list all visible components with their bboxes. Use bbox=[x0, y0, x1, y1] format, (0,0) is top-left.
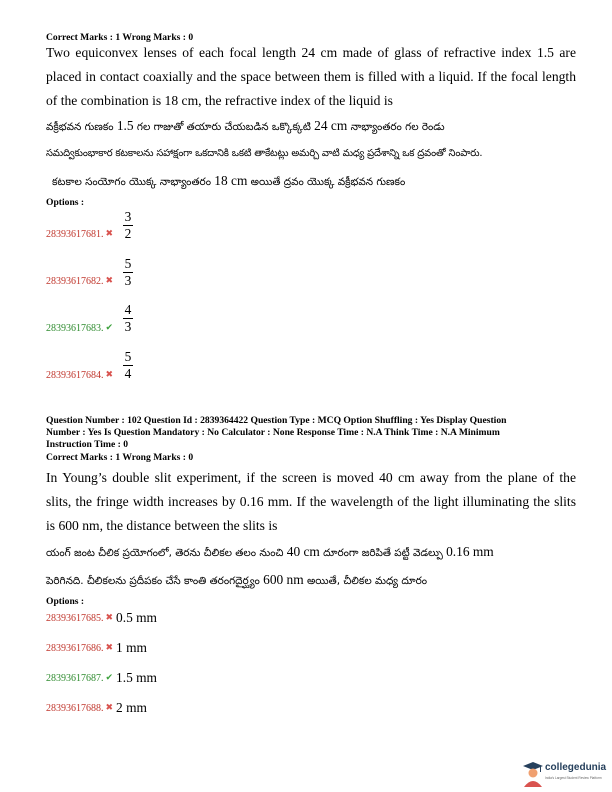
denominator: 2 bbox=[124, 226, 132, 241]
option-id: 28393617687. bbox=[46, 672, 104, 684]
q2-marks: Correct Marks : 1 Wrong Marks : 0 bbox=[46, 452, 194, 463]
q2-header bbox=[46, 415, 576, 451]
denominator: 4 bbox=[124, 366, 132, 381]
q2-te-line-2 bbox=[46, 572, 427, 590]
check-icon: ✔ bbox=[105, 673, 114, 683]
cross-icon: ✖ bbox=[105, 276, 114, 286]
q1-te-line-1 bbox=[46, 118, 445, 136]
te-text: వక్రీభవన గుణకం bbox=[46, 121, 117, 133]
te-number: 600 nm bbox=[263, 572, 304, 587]
q2-options-label: Options : bbox=[46, 596, 85, 607]
option-row bbox=[46, 320, 116, 336]
collegedunia-logo bbox=[520, 760, 612, 788]
check-icon: ✔ bbox=[105, 323, 114, 333]
te-number: 1.5 bbox=[116, 118, 134, 133]
q2-header-line: Instruction Time : 0 bbox=[46, 439, 128, 450]
cross-icon: ✖ bbox=[105, 703, 114, 713]
option-fraction bbox=[121, 349, 135, 381]
numerator: 5 bbox=[124, 349, 132, 364]
option-row bbox=[46, 367, 116, 383]
te-text: నాభ్యాంతరం గల రెండు bbox=[347, 121, 445, 133]
q2-header-line: Question Number : 102 Question Id : 2839364422 Question Type : MCQ Option Shuffling : Yes Display Question bbox=[46, 415, 507, 426]
denominator: 3 bbox=[124, 273, 132, 288]
option-row bbox=[46, 700, 147, 716]
option-value: 1.5 mm bbox=[116, 670, 157, 685]
option-id: 28393617685. bbox=[46, 612, 104, 624]
te-text: అయితే, చీలికల మధ్య దూరం bbox=[303, 575, 428, 587]
q1-question-english bbox=[46, 41, 576, 113]
numerator: 3 bbox=[124, 209, 132, 224]
te-text: అయితే ద్రవం యొక్క వక్రీభవన గుణకం bbox=[247, 176, 406, 188]
option-row bbox=[46, 640, 147, 656]
numerator: 4 bbox=[124, 302, 132, 317]
denominator: 3 bbox=[124, 319, 132, 334]
te-text: గల గాజుతో తయారు చేయబడిన ఒక్కొక్కటి bbox=[133, 121, 315, 133]
te-number: 40 cm bbox=[286, 544, 320, 559]
option-fraction bbox=[121, 302, 135, 334]
te-text: పెరిగినది. చీలికలను ప్రదీపకం చేసే కాంతి తరంగదైర్ఘ్యం bbox=[46, 575, 264, 587]
option-id: 28393617682. bbox=[46, 275, 104, 287]
cross-icon: ✖ bbox=[105, 613, 114, 623]
option-id: 28393617686. bbox=[46, 642, 104, 654]
q1-te-line-2 bbox=[46, 147, 482, 161]
option-value: 2 mm bbox=[116, 700, 147, 715]
q1-marks: Correct Marks : 1 Wrong Marks : 0 bbox=[46, 32, 194, 43]
option-value: 0.5 mm bbox=[116, 610, 157, 625]
te-number: 0.16 mm bbox=[446, 544, 494, 559]
q1-en-line: of the combination is 18 cm, the refractive index of the liquid is bbox=[46, 93, 393, 108]
q2-en-line: slits, the fringe width increases by 0.16 mm. If the wavelength of the light illuminating the slits bbox=[46, 494, 576, 509]
q1-te-line-3 bbox=[52, 173, 405, 191]
option-row bbox=[46, 273, 116, 289]
cross-icon: ✖ bbox=[105, 643, 114, 653]
option-id: 28393617681. bbox=[46, 228, 104, 240]
option-id: 28393617688. bbox=[46, 702, 104, 714]
numerator: 5 bbox=[124, 256, 132, 271]
option-row bbox=[46, 610, 157, 626]
te-number: 18 cm bbox=[214, 173, 248, 188]
option-fraction bbox=[121, 256, 135, 288]
q2-question-english bbox=[46, 466, 576, 538]
q2-en-line: is 600 nm, the distance between the slits is bbox=[46, 518, 278, 533]
q2-en-line: In Young’s double slit experiment, if the screen is moved 40 cm away from the plane of the bbox=[46, 470, 576, 485]
te-text: కటకాల సంయోగం యొక్క నాభ్యాంతరం bbox=[52, 176, 215, 188]
te-text: యంగ్ జంట చీలిక ప్రయోగంలో, తెరను చీలికల తలం నుంచి bbox=[46, 547, 287, 559]
q2-te-line-1 bbox=[46, 544, 494, 562]
option-fraction bbox=[121, 209, 135, 241]
brand-name: collegedunia bbox=[545, 762, 607, 773]
graduate-icon bbox=[522, 761, 544, 787]
q1-en-line: placed in contact coaxially and the space between them is filled with a liquid. If the focal length bbox=[46, 69, 576, 84]
q1-options-label: Options : bbox=[46, 197, 85, 208]
te-text: సమద్వికుంభాకార కటకాలను సహాక్షంగా ఒకదానికి ఒకటి తాకేటట్లు అమర్చి వాటి మధ్య ప్రదేశాన్ని ఒక ద్రవంతో నింపారు. bbox=[46, 148, 483, 159]
cross-icon: ✖ bbox=[105, 370, 114, 380]
option-id: 28393617684. bbox=[46, 369, 104, 381]
option-row bbox=[46, 670, 157, 686]
option-value: 1 mm bbox=[116, 640, 147, 655]
cross-icon: ✖ bbox=[105, 229, 114, 239]
q1-en-line: Two equiconvex lenses of each focal length 24 cm made of glass of refractive index 1.5 are bbox=[46, 45, 576, 60]
option-row bbox=[46, 226, 116, 242]
te-text: దూరంగా జరిపితే పట్టీ వెడల్పు bbox=[319, 547, 447, 559]
te-number: 24 cm bbox=[314, 118, 348, 133]
q2-header-line: Number : Yes Is Question Mandatory : No Calculator : None Response Time : N.A Think Time : N.A Minimum bbox=[46, 427, 500, 438]
option-id: 28393617683. bbox=[46, 322, 104, 334]
brand-tagline: India's Largest Student Review Platform bbox=[545, 776, 602, 780]
